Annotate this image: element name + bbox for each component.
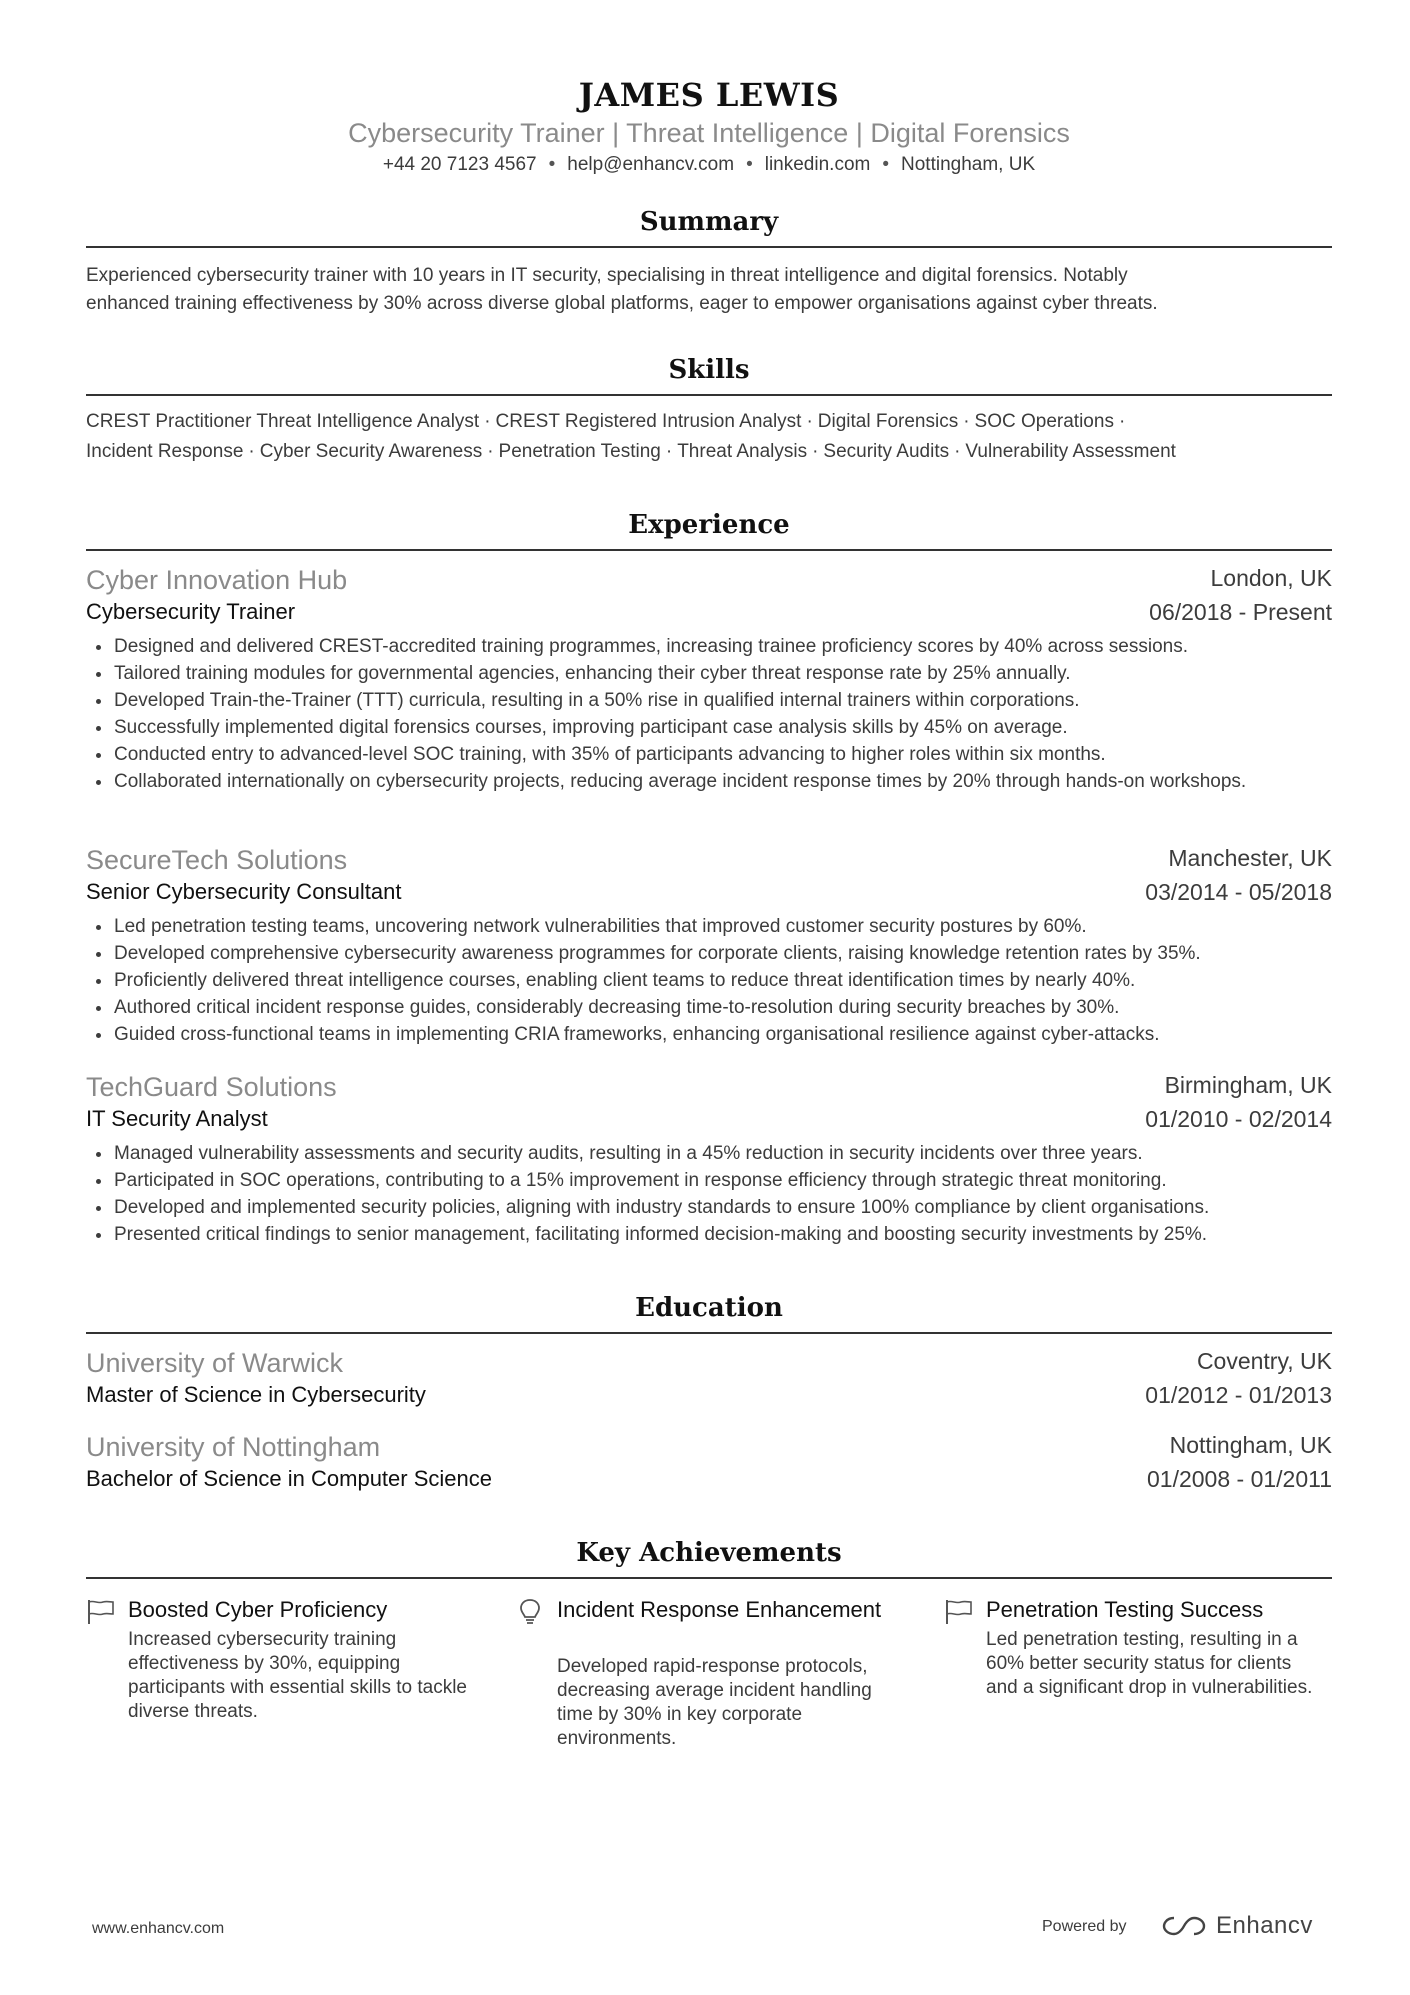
job-bullet: Managed vulnerability assessments and security audits, resulting in a 45% reduction in security incidents over three years. [114, 1140, 1332, 1167]
summary-line: enhanced training effectiveness by 30% across diverse global platforms, eager to empower organisations against cyber threats. [86, 293, 1158, 314]
contact-phone[interactable]: +44 20 7123 4567 [382, 154, 537, 175]
candidate-name: JAMES LEWIS [578, 76, 840, 114]
skill-item: Vulnerability Assessment [965, 441, 1176, 462]
company-name: Cyber Innovation Hub [86, 565, 348, 595]
job-bullets [86, 1140, 1332, 1248]
powered-by-label: Powered by [1042, 1918, 1127, 1935]
job-bullet: Presented critical findings to senior management, facilitating informed decision-making and boosting security investments by 25%. [114, 1221, 1332, 1248]
contact-line [86, 154, 1332, 176]
lightbulb-icon [515, 1598, 545, 1626]
flag-icon [944, 1598, 974, 1626]
job-bullet: Developed Train-the-Trainer (TTT) curricula, resulting in a 50% rise in qualified internal trainers within corporations. [114, 687, 1332, 714]
education-heading: Education [635, 1293, 783, 1323]
achievement-description: Developed rapid-response protocols, decreasing average incident handling time by 30% in key corporate environments. [557, 1656, 872, 1749]
education-divider [86, 1332, 1332, 1334]
summary-line: Experienced cybersecurity trainer with 10 years in IT security, specialising in threat intelligence and digital forensics. Notably [86, 265, 1128, 286]
job-location: Birmingham, UK [1164, 1072, 1332, 1098]
achievements-heading: Key Achievements [576, 1538, 842, 1568]
job-bullet: Led penetration testing teams, uncovering network vulnerabilities that improved customer security postures by 60%. [114, 913, 1332, 940]
job-location: Manchester, UK [1168, 845, 1332, 871]
skill-item: Penetration Testing [498, 441, 661, 462]
job-role: Senior Cybersecurity Consultant [86, 879, 402, 904]
job-bullet: Conducted entry to advanced-level SOC training, with 35% of participants advancing to higher roles within six months. [114, 741, 1332, 768]
contact-location: Nottingham, UK [901, 154, 1036, 175]
job-bullet: Tailored training modules for governmental agencies, enhancing their cyber threat response rate by 25% annually. [114, 660, 1332, 687]
achievement-description: Led penetration testing, resulting in a 60% better security status for clients and a significant drop in vulnerabilities. [986, 1629, 1313, 1698]
job-dates: 06/2018 - Present [1149, 599, 1332, 625]
skills-row: Incident Response · Cyber Security Awareness · Penetration Testing · Threat Analysis · Security Audits · Vulnerability Assessment [86, 441, 1176, 462]
enhancv-logo-icon [1160, 1912, 1208, 1940]
summary-text [86, 262, 1332, 318]
job-bullet: Collaborated internationally on cybersecurity projects, reducing average incident response times by 20% through hands-on workshops. [114, 768, 1332, 795]
summary-heading: Summary [639, 207, 779, 237]
candidate-tagline: Cybersecurity Trainer | Threat Intelligence | Digital Forensics [348, 118, 1070, 148]
skill-item: SOC Operations [974, 411, 1114, 432]
school-name: University of Warwick [86, 1348, 344, 1378]
job-dates: 01/2010 - 02/2014 [1145, 1106, 1332, 1132]
job-dates: 03/2014 - 05/2018 [1145, 879, 1332, 905]
skill-item: Digital Forensics [817, 411, 959, 432]
job-bullets [86, 633, 1332, 795]
skill-item: CREST Registered Intrusion Analyst [495, 411, 802, 432]
job-bullet: Developed and implemented security policies, aligning with industry standards to ensure 100% compliance by client organisations. [114, 1194, 1332, 1221]
job-bullet: Developed comprehensive cybersecurity awareness programmes for corporate clients, raising knowledge retention rates by 35%. [114, 940, 1332, 967]
school-location: Coventry, UK [1196, 1348, 1332, 1374]
skill-item: Threat Analysis [677, 441, 808, 462]
job-bullet: Participated in SOC operations, contributing to a 15% improvement in response efficiency through strategic threat monitoring. [114, 1167, 1332, 1194]
company-name: TechGuard Solutions [86, 1072, 337, 1102]
summary-divider [86, 246, 1332, 248]
contact-separator: • [548, 154, 556, 175]
brand-name: Enhancv [1216, 1912, 1313, 1939]
skill-item: Security Audits [823, 441, 950, 462]
job-location: London, UK [1210, 565, 1332, 591]
job-bullet: Successfully implemented digital forensics courses, improving participant case analysis skills by 45% on average. [114, 714, 1332, 741]
contact-email[interactable]: help@enhancv.com [567, 154, 735, 175]
achievement-title: Incident Response Enhancement [557, 1597, 882, 1622]
achievement-title: Boosted Cyber Proficiency [128, 1597, 388, 1622]
job-role: IT Security Analyst [86, 1106, 268, 1131]
skills-divider [86, 394, 1332, 396]
achievement-title: Penetration Testing Success [986, 1597, 1264, 1622]
skills-row: CREST Practitioner Threat Intelligence Analyst · CREST Registered Intrusion Analyst · Digital Forensics · SOC Operations · [86, 411, 1126, 432]
school-location: Nottingham, UK [1169, 1432, 1332, 1458]
skill-item: CREST Practitioner Threat Intelligence Analyst [86, 411, 480, 432]
contact-linkedin[interactable]: linkedin.com [764, 154, 871, 175]
skill-item: Cyber Security Awareness [259, 441, 483, 462]
education-dates: 01/2008 - 01/2011 [1146, 1466, 1332, 1492]
skills-list [86, 407, 1332, 467]
job-bullet: Proficiently delivered threat intelligence courses, enabling client teams to reduce threat identification times by nearly 40%. [114, 967, 1332, 994]
job-bullets [86, 913, 1332, 1048]
skills-heading: Skills [668, 355, 750, 385]
degree-name: Master of Science in Cybersecurity [86, 1382, 426, 1407]
contact-separator: • [746, 154, 753, 175]
job-role: Cybersecurity Trainer [86, 599, 296, 624]
skill-item: Incident Response [86, 441, 244, 462]
degree-name: Bachelor of Science in Computer Science [86, 1466, 492, 1491]
contact-separator: • [882, 154, 889, 175]
company-name: SecureTech Solutions [86, 845, 348, 875]
job-bullet: Guided cross-functional teams in implementing CRIA frameworks, enhancing organisational resilience against cyber-attacks. [114, 1021, 1332, 1048]
school-name: University of Nottingham [86, 1432, 381, 1462]
footer-url[interactable]: www.enhancv.com [92, 1920, 225, 1937]
job-bullet: Designed and delivered CREST-accredited training programmes, increasing trainee proficiency scores by 40% across sessions. [114, 633, 1332, 660]
job-bullet: Authored critical incident response guides, considerably decreasing time-to-resolution during security breaches by 30%. [114, 994, 1332, 1021]
education-dates: 01/2012 - 01/2013 [1145, 1382, 1332, 1408]
experience-divider [86, 549, 1332, 551]
experience-heading: Experience [628, 510, 790, 540]
achievement-description: Increased cybersecurity training effectiveness by 30%, equipping participants with essential skills to tackle diverse threats. [128, 1629, 467, 1722]
achievements-divider [86, 1577, 1332, 1579]
flag-icon [86, 1598, 116, 1626]
